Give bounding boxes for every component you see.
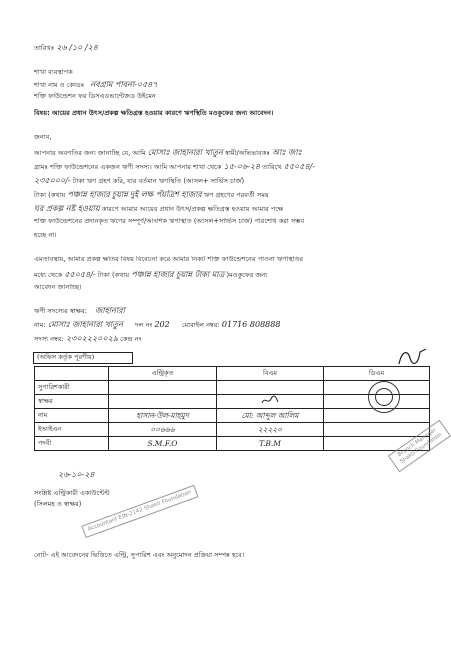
member-label: সদস্য নম্বর: [34, 335, 64, 343]
office-table-header [35, 367, 430, 381]
para1-line3 [34, 176, 430, 186]
accountant-seal-hint: (সিলমহ ও স্বাক্ষর) [34, 500, 82, 508]
para1-line2-text: শক্তি ফাউন্ডেশনের একজন ঋণী সদস্য। আমি আপনার শাখা থেকে [50, 163, 222, 171]
group-label: দল নং [135, 321, 153, 329]
table-cell: ২২২২০ [217, 423, 324, 437]
para2-line2 [34, 270, 430, 280]
borrower-signature-hw: জাহানারা [95, 306, 125, 315]
header-cell: ডিএম [324, 367, 430, 381]
table-cell [217, 395, 324, 409]
branch-name-label: শাখা নাম ও কোডঃ [34, 81, 85, 89]
table-cell [324, 423, 430, 437]
branch-manager-stamp: Branch Manager Shakti Foundation [388, 420, 451, 473]
para1-line5 [34, 204, 430, 214]
mobile-label: মোবাইল নম্বর: [181, 321, 220, 329]
guardian-hw: আঃ জাঃ [271, 148, 302, 157]
mobile-value-hw: 01716 808888 [221, 320, 281, 329]
branch-manager-label: শাখা ব্যবস্থাপক [34, 68, 73, 76]
branch-name-value: নবগ্রাম পাবনা-০৫৪৭ [90, 80, 158, 89]
para2-line3: আবেদন জানাচ্ছি। [34, 284, 82, 291]
guardian-label: স্বামী/অভিভাবকঃ [225, 149, 270, 157]
applicant-name-hw: মোসাঃ জাহানারা খাতুন [147, 148, 223, 157]
accountant-role: সংশ্লিষ্ট এন্ট্রিকারী একাউন্টেন্ট [34, 489, 110, 497]
subject-text: আয়ের প্রধান উৎস/প্রকল্প ক্ষতিগ্রস্ত হওয়ার কারণে ঋণস্থিতি মওকুফের জন্য আবেদন। [52, 109, 274, 117]
para1-line7: হচ্ছে না। [34, 232, 57, 239]
dm-seal-stamp [368, 381, 400, 413]
para1-line2 [34, 162, 430, 172]
group-value-hw: 202 [154, 320, 170, 329]
row-label: ইআইএন [35, 423, 109, 437]
office-box-title: (অফিস কর্তৃক পূরণীয়) [33, 352, 133, 364]
para1-line1 [34, 148, 430, 158]
header-cell [35, 367, 109, 381]
para1-line3-text: টাকা ঋণ গ্রহণ করি, যার বর্তমান ঋণস্থিতি (আসল+ সার্ভিস চার্জ) [72, 177, 245, 185]
row-label: সুপারিশকারী [35, 381, 109, 395]
table-cell [109, 395, 217, 409]
table-row [35, 423, 430, 437]
waiver-words-hw: পঞ্চান্ন হাজার চুয়ান্ন টাকা মাত্র [131, 270, 225, 279]
header-cell: এন্ট্রিকৃত [109, 367, 217, 381]
subject-line [34, 110, 273, 118]
subject-label: বিষয়: [34, 109, 50, 117]
para2-line1: এমতাবস্থায়, আমার প্রকল্প ক্ষতির বিষয় বিবেচনা করে আমার নিকট শক্তি ফাউন্ডেশনের পাওনা ঋণস্থিতির [34, 256, 304, 263]
loan-words-hw: দুই লক্ষ পঁয়ত্রিশ হাজার [129, 190, 202, 199]
branch-row [34, 80, 158, 90]
borrower-name-row [34, 320, 280, 330]
note: নোট- এই আবেদনের ভিত্তিতে এন্ট্রি, সুপারিশ এবং অনুমোদন প্রক্রিয়া সম্পন্ন হবে। [34, 551, 245, 559]
table-row [35, 409, 430, 423]
date-value: ২৬ /১০ /২৪ [56, 43, 98, 52]
table-cell: ০০৬৬৬ [109, 423, 217, 437]
table-cell [217, 381, 324, 395]
para1-line1-prefix: আপনার অবগতির জন্য জানাচ্ছি যে, আমি [34, 149, 146, 157]
table-cell [109, 381, 217, 395]
balance-words-hw: পঞ্চান্ন হাজার [67, 190, 110, 199]
borrower-signature-row [34, 306, 125, 316]
table-cell: মো: আব্দুল আলিম [217, 409, 324, 423]
para2-in-words-label: টাকা (কথায় [97, 271, 130, 279]
member-value-hw: ২৩০২২২০০২৯ [65, 334, 118, 343]
bm-signature-mark [260, 395, 280, 406]
date-label: তারিখঃ [34, 44, 55, 52]
date-row [34, 43, 98, 53]
accountant-signature-hw: ২৬-১০-২৪ [58, 470, 95, 479]
row-label: নাম [35, 409, 109, 423]
village-label: গ্রামঃ [34, 163, 49, 171]
para1-line4 [34, 190, 430, 200]
header-cell: বিএম [217, 367, 324, 381]
cause-hw: ঘর প্রকল্প নষ্ট হওয়ায় [34, 204, 100, 213]
balance-amount-hw: ৫৫০৫৪/- [283, 162, 316, 171]
salutation: জনাব, [34, 133, 52, 141]
para2-line2-prefix: মধ্যে থেকে [34, 271, 63, 279]
row-label: পদবী [35, 437, 109, 451]
para1-line5-text: কারণে আমার আয়ের প্রধান উৎস/প্রকল্প ক্ষতিগ্রস্ত হওয়ায় আমার পক্ষে [101, 205, 284, 213]
organization-line: শক্তি ফাউন্ডেশন ফর ডিসএডভান্টেজড উইমেন [34, 92, 156, 100]
para2-line2-suffix: )মওকুফের জন্য [226, 271, 268, 279]
office-table [34, 366, 430, 451]
para1-line4-suffix: ঋণ গ্রহণের পরবর্তী সময় [203, 191, 269, 199]
borrower-name-hw: মোসাঃ জাহানারা খাতুন [47, 320, 123, 329]
table-cell: T.B.M [217, 437, 324, 451]
loan-date-hw: ১৫-০৬-২৪ [223, 162, 261, 171]
row-label: স্বাক্ষর [35, 395, 109, 409]
para1-line6: শক্তি ফাউন্ডেশনের প্রদানকৃত ঋণের সম্পূর্ণ/আংশিক ঋণস্থিতি (আসল+সার্ভিস চার্জ) পরিশোধ করা সম্ভব [34, 218, 305, 225]
borrower-signature-label: ঋণী সদস্যের স্বাক্ষর: [34, 307, 87, 315]
waiver-amount-hw: ৫৫০৫৪/- [64, 270, 96, 279]
borrower-name-label: নাম: [34, 321, 46, 329]
loan-amount-hw: ২৩৫০০০/- [34, 176, 71, 185]
center-label: কেন্দ্র নং [120, 335, 142, 343]
dm-signature-mark [396, 346, 430, 368]
balance-words-hw-2: চুয়ান্ন [111, 190, 128, 199]
accountant-stamp: Accountant EIN-2142 Shakti Foundation [81, 485, 198, 538]
in-words-label: টাকা (কথায় [34, 191, 66, 199]
table-cell: S.M.F.O [109, 437, 217, 451]
table-row [35, 437, 430, 451]
table-cell: হাসান-উল-মাহমুদ [109, 409, 217, 423]
borrower-member-row [34, 334, 142, 344]
loan-date-suffix: তারিখে [262, 163, 282, 171]
